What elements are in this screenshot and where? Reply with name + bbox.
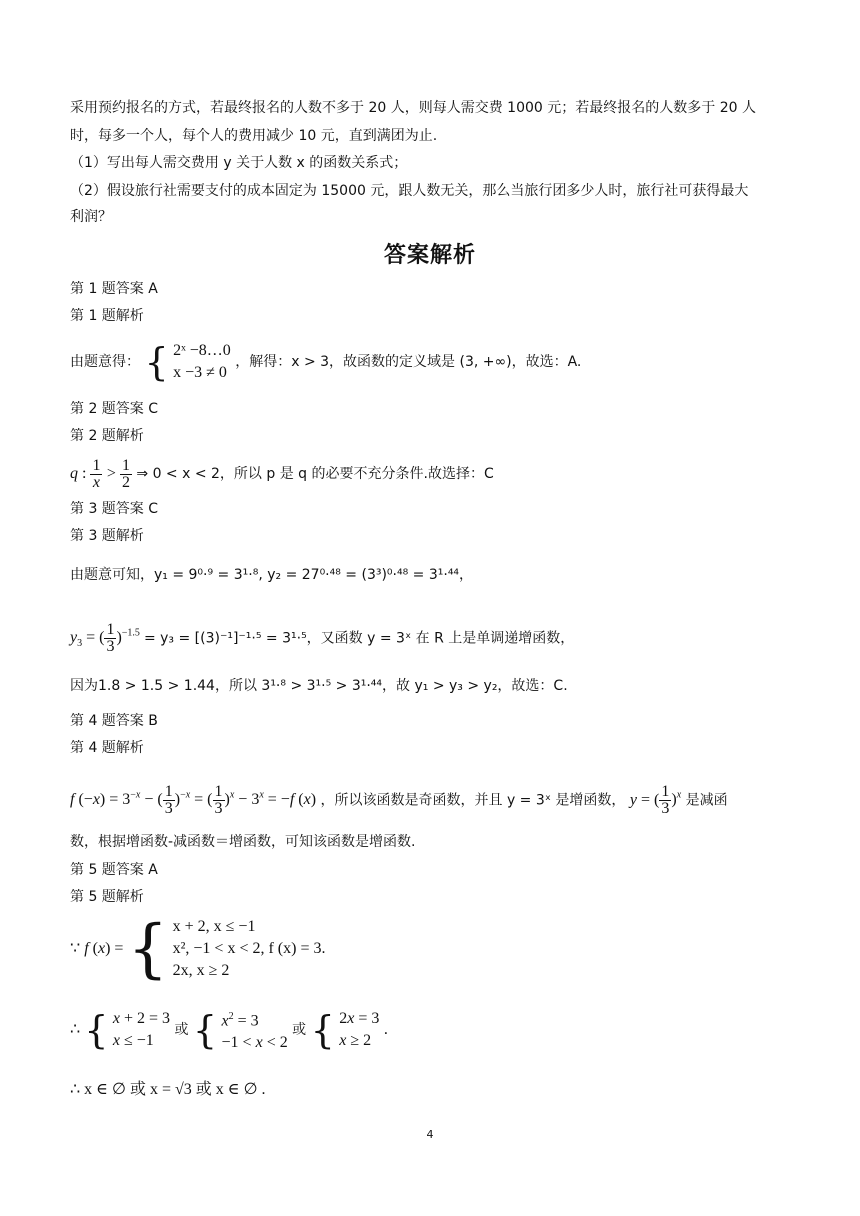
- fraction-1-over-3-b: $\frac{1}{3}$: [214, 782, 223, 817]
- piecewise-cases: [173, 916, 326, 982]
- fraction-1-over-3-a: $\frac{1}{3}$: [164, 782, 173, 817]
- brace-icon: {: [127, 912, 169, 986]
- explanation-2-body: [70, 454, 494, 494]
- explanation-4-line-1: ，所以该函数是奇函数，并且 y = 3ˣ 是增函数，: [320, 792, 626, 809]
- math-y3-paren: $y_3$ = (: [70, 629, 105, 650]
- explanation-4-line-1-wrap: [70, 774, 728, 822]
- explanation-4-line-1-end: 是减函: [685, 792, 728, 809]
- piecewise-case-1: x + 2, x ≤ −1: [172, 918, 256, 935]
- math-f-neg-x: f $(-x) = 3^{-x}$ − (: [70, 790, 163, 809]
- problem-line-1: 采用预约报名的方式，若最终报名的人数不多于 20 人，则每人需交费 1000 元；若最终报名的人数多于 20 人: [70, 100, 756, 116]
- or-word-1: 或: [174, 1022, 189, 1039]
- section-title: 答案解析: [383, 243, 476, 268]
- system-c-eq: 2x = 3: [339, 1010, 380, 1028]
- system-b-cond: −1 < x < 2: [221, 1034, 288, 1052]
- explanation-1-body: [70, 338, 581, 386]
- math-exp-x: )$^x - 3^x = -f$ (x): [224, 790, 317, 809]
- explanation-3-line-3: 因为1.8 > 1.5 > 1.44，所以 3¹·⁸ > 3¹·⁵ > 3¹·⁴⁴，故 y₁ > y₃ > y₂，故选：C.: [70, 678, 568, 694]
- brace-icon: {: [144, 340, 169, 384]
- system-c-cond: x ≥ 2: [339, 1032, 372, 1050]
- explanation-4-line-2: 数，根据增函数-减函数＝增函数，可知该函数是增函数.: [70, 834, 416, 850]
- brace-icon: {: [84, 1008, 109, 1053]
- explanation-2-rest: ⇒ 0 < x < 2，所以 p 是 q 的必要不充分条件.故选择：C: [136, 466, 494, 482]
- system-a: [113, 1008, 170, 1052]
- explanation-1-system: [173, 340, 231, 384]
- explanation-5-piecewise: [70, 914, 325, 984]
- answer-3: 第 3 题答案 C: [70, 501, 159, 517]
- math-because-f: ∵ f (x) =: [70, 940, 128, 957]
- piecewise-case-2: x², −1 < x < 2, f (x) = 3.: [172, 940, 326, 957]
- answer-4: 第 4 题答案 B: [70, 713, 158, 729]
- system-a-eq: x + 2 = 3: [112, 1010, 170, 1028]
- brace-icon: {: [310, 1008, 335, 1053]
- or-word-2: 或: [292, 1022, 307, 1039]
- fraction-1-over-3: $\frac{1}{3}$: [106, 620, 115, 655]
- math-paren-exp: )$^{-1.5}$: [116, 628, 140, 647]
- explanation-3-line-2: = y₃ = [(3)⁻¹]⁻¹·⁵ = 3¹·⁵，又函数 y = 3ˣ 在 R 上是单调递增函数，: [143, 630, 575, 647]
- math-exp-neg-x: )$^{-x}$ = (: [174, 790, 213, 809]
- math-period: .: [383, 1021, 388, 1039]
- math-exp-x-2: )$^x$: [671, 790, 682, 809]
- math-colon: :: [78, 465, 91, 482]
- explanation-5-label: 第 5 题解析: [70, 889, 144, 905]
- explanation-2-label: 第 2 题解析: [70, 428, 144, 444]
- problem-question-2: （2）假设旅行社需要支付的成本固定为 15000 元，跟人数无关，那么当旅行团多少人时，旅行社可获得最大: [70, 183, 749, 199]
- fraction-1-over-2: $\frac{1}{2}$: [121, 456, 130, 491]
- system-eq-1: 2ˣ −8…0: [173, 342, 231, 359]
- problem-line-2: 时，每多一个人，每个人的费用减少 10 元，直到满团为止.: [70, 128, 438, 144]
- math-gt: >: [106, 465, 120, 482]
- math-therefore: ∴: [70, 1021, 85, 1039]
- page-number: 4: [426, 1128, 434, 1141]
- math-y-eq: y = (: [629, 791, 660, 809]
- brace-icon: {: [192, 1008, 218, 1053]
- fraction-1-over-3-c: $\frac{1}{3}$: [661, 782, 670, 817]
- explanation-1-label: 第 1 题解析: [70, 308, 144, 324]
- system-a-cond: x ≤ −1: [112, 1032, 154, 1050]
- explanation-5-final: ∴ x ∈ ∅ 或 x = √3 或 x ∈ ∅ .: [70, 1081, 266, 1098]
- explanation-5-systems: [70, 1006, 388, 1054]
- explanation-1-rest: ，解得：x > 3，故函数的定义域是 (3, +∞)，故选：A.: [235, 354, 582, 370]
- explanation-3-line-1: 由题意可知，y₁ = 9⁰·⁹ = 3¹·⁸, y₂ = 27⁰·⁴⁸ = (3³)⁰·⁴⁸ = 3¹·⁴⁴，: [70, 567, 474, 583]
- answer-1: 第 1 题答案 A: [70, 281, 158, 297]
- explanation-4-label: 第 4 题解析: [70, 740, 144, 756]
- fraction-1-over-x: $\frac{1}{x}$: [92, 456, 101, 491]
- piecewise-case-3: 2x, x ≥ 2: [172, 962, 230, 979]
- system-b-eq: $x^2 = 3$: [221, 1011, 259, 1030]
- problem-question-2-cont: 利润？: [70, 209, 112, 225]
- answer-2: 第 2 题答案 C: [70, 401, 159, 417]
- answer-5: 第 5 题答案 A: [70, 862, 158, 878]
- explanation-3-line-2-wrap: [70, 614, 574, 665]
- system-b: [222, 1006, 288, 1054]
- math-q: q: [70, 465, 78, 482]
- explanation-3-label: 第 3 题解析: [70, 528, 144, 544]
- system-eq-2: x −3 ≠ 0: [173, 364, 227, 381]
- problem-question-1: （1）写出每人需交费用 y 关于人数 x 的函数关系式；: [70, 155, 408, 171]
- explanation-1-text: 由题意得：: [70, 354, 140, 370]
- system-c: [339, 1008, 379, 1052]
